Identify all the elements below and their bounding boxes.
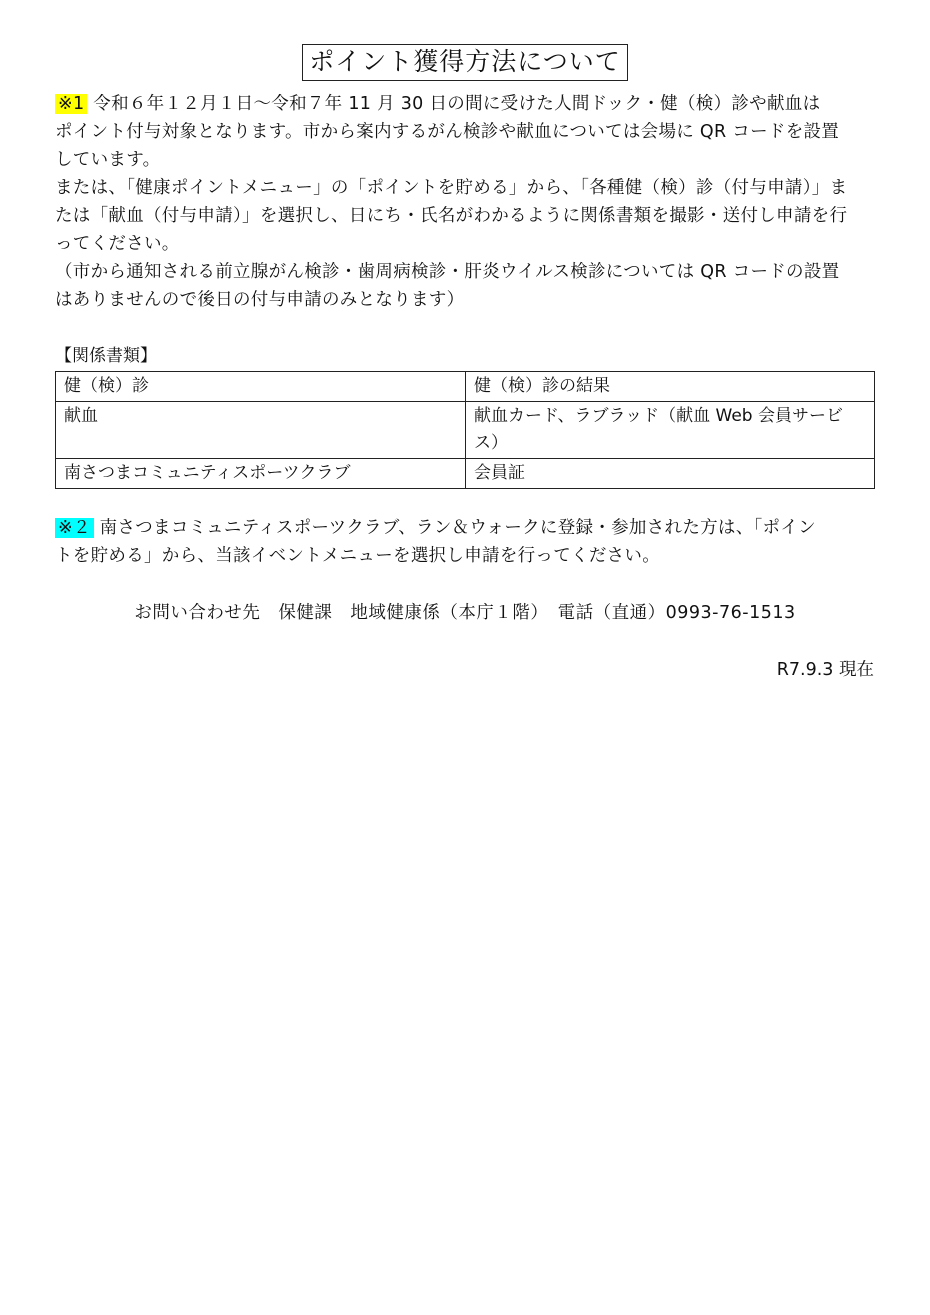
- note-1-marker: ※1: [55, 94, 87, 114]
- note-1-line: [55, 90, 885, 118]
- table-header-cell: 健（検）診の結果: [466, 372, 875, 402]
- note-1-line: はありませんので後日の付与申請のみとなります）: [55, 290, 465, 310]
- table-header-cell: 健（検）診: [56, 372, 466, 402]
- table-row: [56, 402, 875, 459]
- table-row: [56, 459, 875, 489]
- note-1-line: たは「献血（付与申請）」を選択し、日にち・氏名がわかるように関係書類を撮影・送付し申請を行: [55, 206, 848, 226]
- table-cell: 南さつまコミュニティスポーツクラブ: [56, 459, 466, 489]
- page-title: ポイント獲得方法について: [302, 44, 628, 81]
- related-documents-table: [55, 371, 875, 489]
- title-container: [0, 44, 930, 81]
- table-header-row: [56, 372, 875, 402]
- table-cell: 会員証: [466, 459, 875, 489]
- as-of-date: R7.9.3 現在: [776, 660, 874, 680]
- contact-info: お問い合わせ先 保健課 地域健康係（本庁１階） 電話（直通）0993-76-1513: [134, 603, 796, 623]
- note-1-line: ってください。: [55, 234, 180, 254]
- note-2-text: 南さつまコミュニティスポーツクラブ、ラン＆ウォークに登録・参加された方は、「ポイン: [99, 518, 816, 538]
- note-1-line: しています。: [55, 150, 161, 170]
- note-1: [55, 90, 885, 314]
- note-1-line: ポイント付与対象となります。市から案内するがん検診や献血については会場に QR コードを設置: [55, 122, 840, 142]
- table-cell: 献血: [56, 402, 466, 459]
- note-1-text: 令和６年１２月１日～令和７年 11 月 30 日の間に受けた人間ドック・健（検）診や献血は: [93, 94, 821, 114]
- related-documents-label: 【関係書類】: [55, 346, 157, 366]
- note-1-line: または、「健康ポイントメニュー」の「ポイントを貯める」から、「各種健（検）診（付与申請）」ま: [55, 178, 848, 198]
- note-2: [55, 514, 885, 570]
- note-2-line: [55, 514, 885, 542]
- note-2-line: トを貯める」から、当該イベントメニューを選択し申請を行ってください。: [55, 546, 661, 566]
- table-cell: 献血カード、ラブラッド（献血 Web 会員サービス）: [466, 402, 875, 459]
- note-2-marker: ※２: [55, 518, 94, 538]
- note-1-line: （市から通知される前立腺がん検診・歯周病検診・肝炎ウイルス検診については QR コードの設置: [55, 262, 840, 282]
